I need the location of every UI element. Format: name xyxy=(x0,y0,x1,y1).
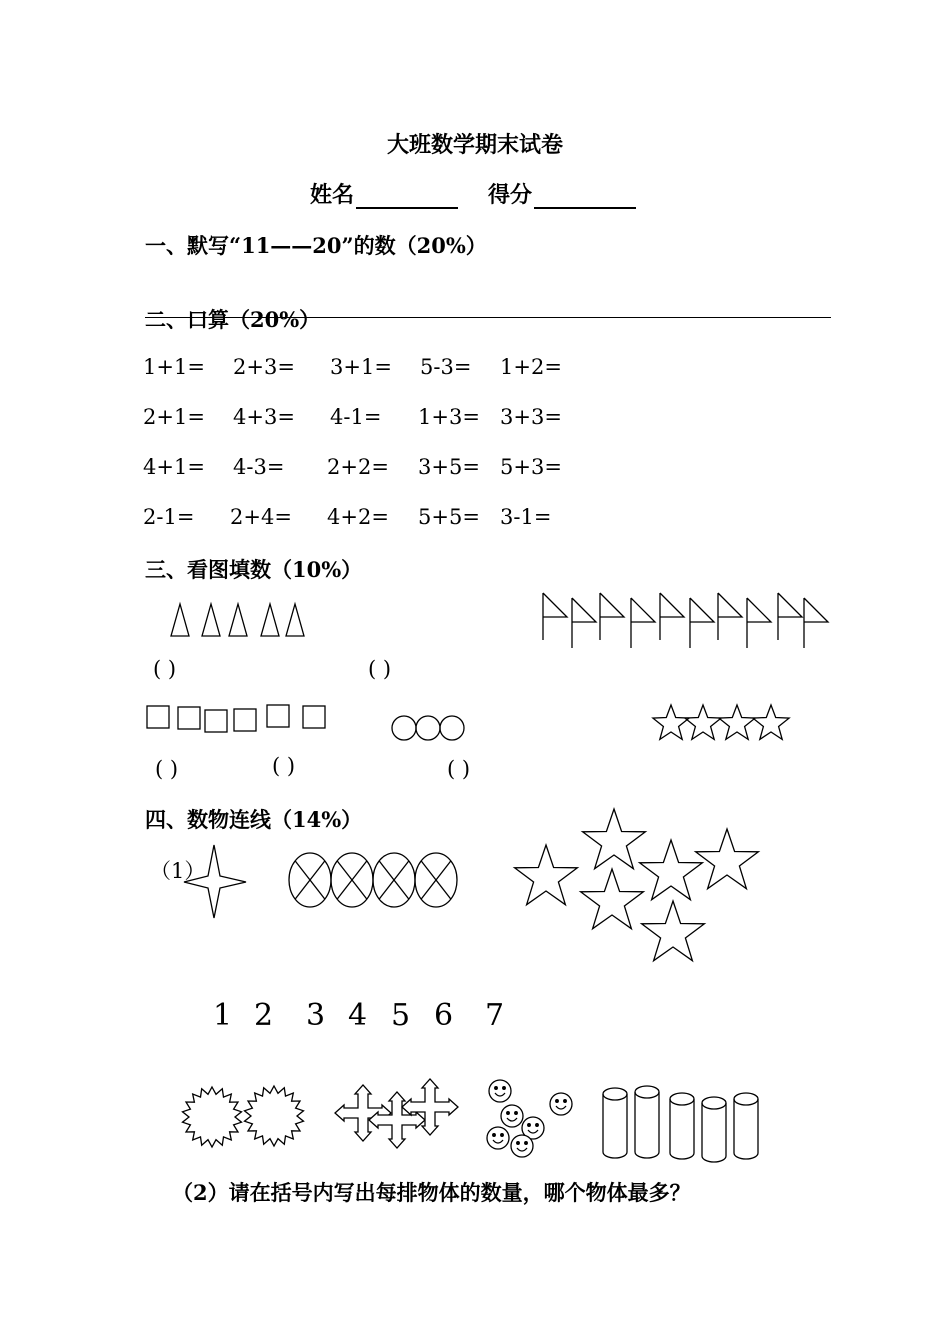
smiley-icon xyxy=(550,1093,572,1115)
cylinder-icon xyxy=(670,1099,694,1159)
triangle-icon xyxy=(202,604,220,636)
cylinder-top xyxy=(635,1086,659,1098)
page-title: 大班数学期末试卷 xyxy=(386,132,563,158)
big-star-icon xyxy=(696,829,759,889)
small-star-group xyxy=(653,705,789,739)
flag-icon xyxy=(690,598,714,648)
cylinder-top xyxy=(734,1093,758,1105)
equation: 5-3= xyxy=(420,355,472,379)
cylinder-icon xyxy=(702,1103,726,1162)
number-3: 3 xyxy=(306,998,326,1033)
square-icon xyxy=(234,709,256,731)
question-2: （2）请在括号内写出每排物体的数量，哪个物体最多？ xyxy=(172,1180,691,1205)
square-icon xyxy=(178,707,200,729)
smiley-eye xyxy=(536,1124,539,1127)
score-label: 得分 xyxy=(488,182,533,208)
paren-triangles[interactable]: ( ) xyxy=(153,657,177,681)
section-1-heading: 一、默写“11——20”的数（20%） xyxy=(145,233,487,258)
equation: 2+3= xyxy=(233,355,295,379)
arrow-cross-icon xyxy=(402,1079,458,1135)
burst-icon xyxy=(183,1087,242,1147)
paren-circles[interactable]: ( ) xyxy=(272,754,296,778)
flag-icon xyxy=(718,593,742,640)
cylinder-icon xyxy=(603,1094,627,1158)
smiley-eye xyxy=(493,1134,496,1137)
big-star-group xyxy=(515,809,759,961)
triangle-icon xyxy=(261,604,279,636)
arrow-cross-icon xyxy=(335,1085,391,1141)
equation: 1+1= xyxy=(143,355,205,379)
flag-icon xyxy=(660,593,684,640)
burst-group xyxy=(183,1086,304,1147)
number-4: 4 xyxy=(348,998,368,1033)
triangle-icon xyxy=(171,604,189,636)
flag-icon xyxy=(778,593,802,640)
equation: 1+3= xyxy=(418,405,480,429)
cylinder-group xyxy=(603,1086,758,1162)
cylinder-icon xyxy=(734,1099,758,1159)
equation: 5+5= xyxy=(418,505,480,529)
number-2: 2 xyxy=(254,998,274,1033)
section-4-heading: 四、数物连线（14%） xyxy=(145,807,363,832)
circle-icon xyxy=(392,716,416,740)
smiley-icon xyxy=(487,1127,509,1149)
smiley-eye xyxy=(564,1100,567,1103)
smiley-eye xyxy=(495,1087,498,1090)
number-7: 7 xyxy=(485,998,505,1033)
section-3-heading: 三、看图填数（10%） xyxy=(145,557,363,582)
big-star-icon xyxy=(583,809,646,869)
smiley-group xyxy=(487,1080,572,1157)
flag-icon xyxy=(747,598,771,648)
equation: 3+1= xyxy=(330,355,392,379)
flag-icon xyxy=(600,593,624,640)
smiley-eye xyxy=(501,1134,504,1137)
big-star-icon xyxy=(642,901,705,961)
square-icon xyxy=(147,706,169,728)
circle-icon xyxy=(416,716,440,740)
triangle-group xyxy=(171,604,304,636)
arrow-cross-icon xyxy=(369,1092,425,1148)
flag-icon xyxy=(631,598,655,648)
number-1: 1 xyxy=(213,998,233,1033)
flag-icon xyxy=(572,598,596,648)
smiley-eye xyxy=(503,1087,506,1090)
equation: 5+3= xyxy=(500,455,562,479)
smiley-icon xyxy=(511,1135,533,1157)
triangle-icon xyxy=(286,604,304,636)
small-star-icon xyxy=(719,705,755,739)
flag-icon xyxy=(543,593,567,640)
equation: 4+1= xyxy=(143,455,205,479)
part-1-label: （1） xyxy=(150,859,206,883)
flag-group xyxy=(543,593,828,648)
flag-icon xyxy=(804,598,828,648)
section-2-heading: 二、口算（20%） xyxy=(145,307,321,332)
equation: 4-3= xyxy=(233,455,285,479)
burst-icon xyxy=(245,1086,304,1146)
triangle-icon xyxy=(229,604,247,636)
arrow-cross-group xyxy=(335,1079,458,1148)
equation: 4+3= xyxy=(233,405,295,429)
equation: 2+2= xyxy=(327,455,389,479)
cylinder-top xyxy=(670,1093,694,1105)
big-star-icon xyxy=(515,845,578,905)
number-6: 6 xyxy=(434,998,454,1033)
smiley-eye xyxy=(507,1112,510,1115)
smiley-icon xyxy=(489,1080,511,1102)
equation: 3-1= xyxy=(500,505,552,529)
equation: 4-1= xyxy=(330,405,382,429)
cylinder-top xyxy=(702,1097,726,1109)
equation: 2+1= xyxy=(143,405,205,429)
cylinder-icon xyxy=(635,1092,659,1158)
small-star-icon xyxy=(753,705,789,739)
smiley-eye xyxy=(525,1142,528,1145)
small-star-icon xyxy=(653,705,689,739)
square-icon xyxy=(303,706,325,728)
paren-squares[interactable]: ( ) xyxy=(155,757,179,781)
square-icon xyxy=(267,705,289,727)
equation: 3+5= xyxy=(418,455,480,479)
paren-flags[interactable]: ( ) xyxy=(368,657,392,681)
name-label: 姓名 xyxy=(310,182,355,208)
smiley-icon xyxy=(501,1105,523,1127)
big-star-icon xyxy=(640,840,703,900)
square-icon xyxy=(205,710,227,732)
equation: 3+3= xyxy=(500,405,562,429)
big-star-icon xyxy=(581,869,644,929)
paren-stars[interactable]: ( ) xyxy=(447,757,471,781)
equation: 2-1= xyxy=(143,505,195,529)
circle-icon xyxy=(440,716,464,740)
cylinder-top xyxy=(603,1088,627,1100)
smiley-eye xyxy=(528,1124,531,1127)
smiley-eye xyxy=(517,1142,520,1145)
number-5: 5 xyxy=(391,998,411,1033)
equation: 4+2= xyxy=(327,505,389,529)
equation: 1+2= xyxy=(500,355,562,379)
circle-group xyxy=(392,716,464,740)
smiley-eye xyxy=(556,1100,559,1103)
crossed-oval-group xyxy=(289,853,457,907)
square-group xyxy=(147,705,325,732)
small-star-icon xyxy=(685,705,721,739)
equation: 2+4= xyxy=(230,505,292,529)
smiley-eye xyxy=(515,1112,518,1115)
